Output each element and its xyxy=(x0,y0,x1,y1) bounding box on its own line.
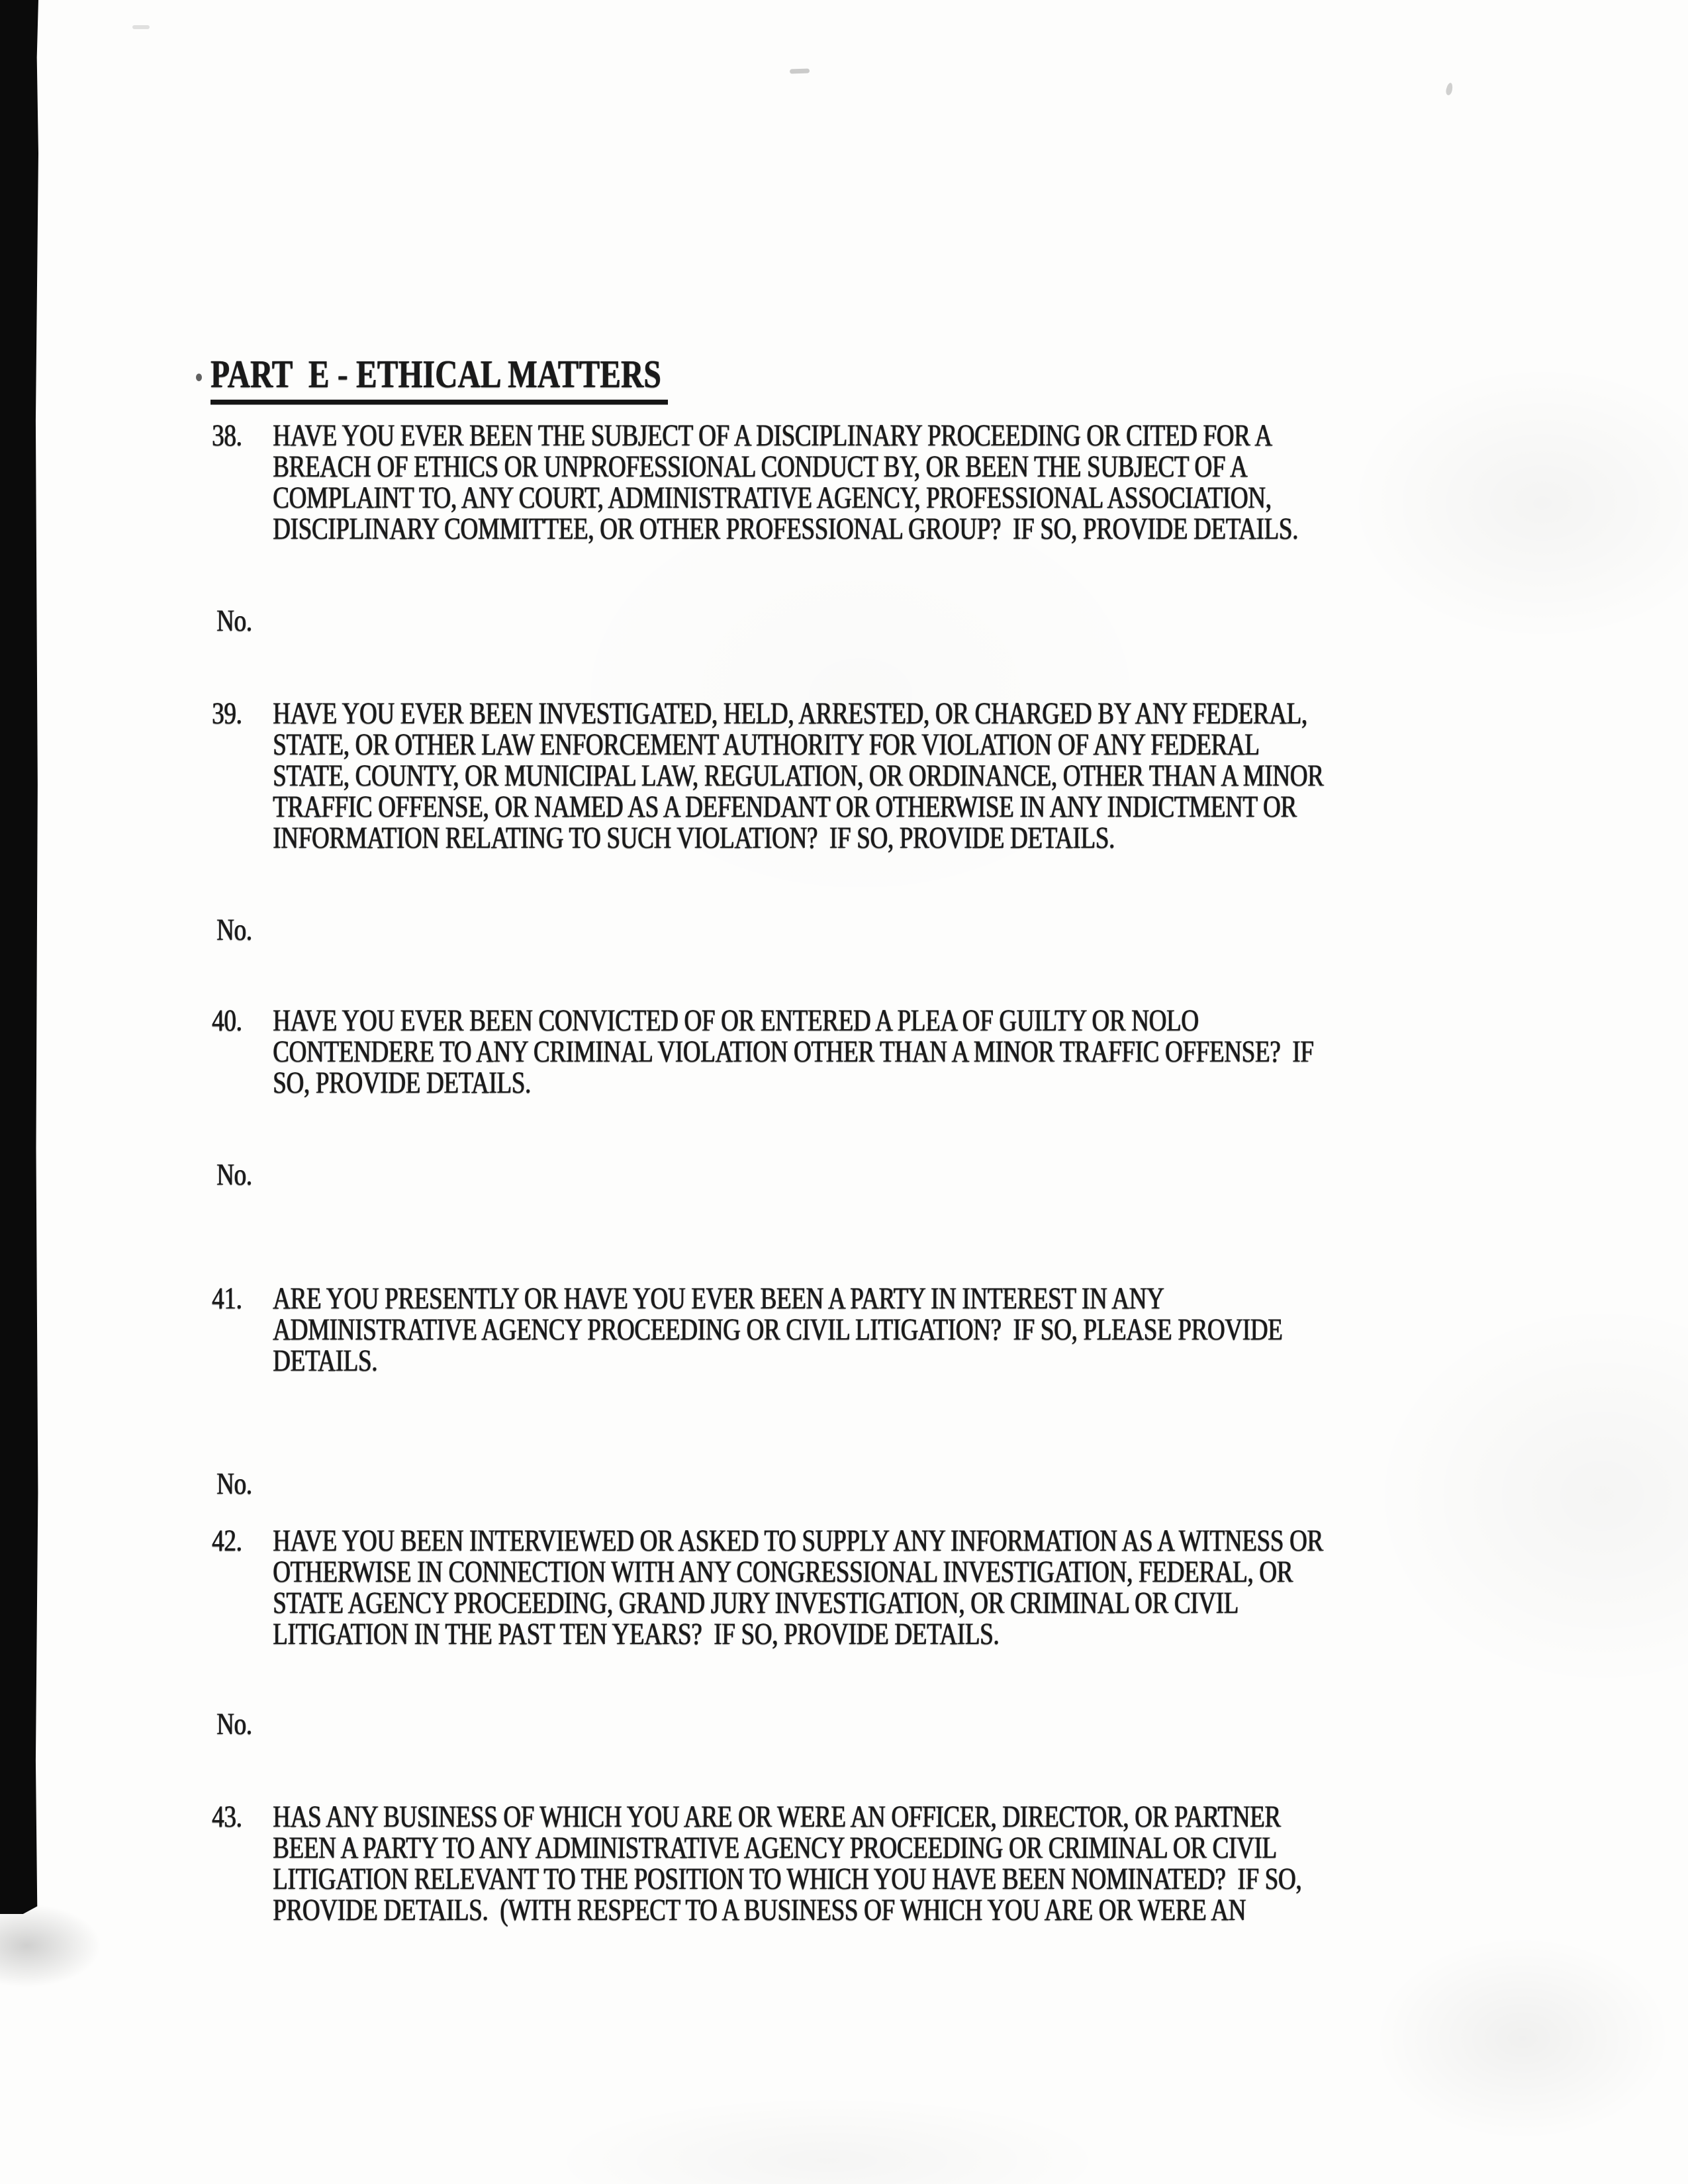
answer-no-38: No. xyxy=(216,604,252,639)
question-40 xyxy=(212,1005,1483,1099)
question-42 xyxy=(212,1525,1483,1650)
scanner-edge-artifact xyxy=(0,0,38,1914)
answer-no-41: No. xyxy=(216,1467,252,1502)
question-text xyxy=(273,1525,1483,1650)
answer-no-42: No. xyxy=(216,1707,252,1742)
question-text xyxy=(273,1005,1483,1099)
scan-smudge xyxy=(790,68,810,73)
question-line: ARE YOU PRESENTLY OR HAVE YOU EVER BEEN A PARTY IN INTEREST IN ANY xyxy=(273,1281,1164,1316)
question-line: STATE, OR OTHER LAW ENFORCEMENT AUTHORITY FOR VIOLATION OF ANY FEDERAL xyxy=(273,727,1260,762)
question-line: TRAFFIC OFFENSE, OR NAMED AS A DEFENDANT OR OTHERWISE IN ANY INDICTMENT OR xyxy=(273,790,1297,825)
question-39 xyxy=(212,698,1483,854)
question-38 xyxy=(212,420,1483,545)
question-line: HAVE YOU EVER BEEN THE SUBJECT OF A DISCIPLINARY PROCEEDING OR CITED FOR A xyxy=(273,418,1272,453)
scan-smudge xyxy=(1445,82,1454,95)
scan-dot-artifact xyxy=(196,373,202,381)
question-line: INFORMATION RELATING TO SUCH VIOLATION? IF SO, PROVIDE DETAILS. xyxy=(273,821,1115,856)
answer-no-40: No. xyxy=(216,1158,252,1193)
question-line: COMPLAINT TO, ANY COURT, ADMINISTRATIVE AGENCY, PROFESSIONAL ASSOCIATION, xyxy=(273,480,1272,516)
question-line: DETAILS. xyxy=(273,1343,378,1379)
question-43 xyxy=(212,1801,1483,1926)
question-line: OTHERWISE IN CONNECTION WITH ANY CONGRESSIONAL INVESTIGATION, FEDERAL, OR xyxy=(273,1555,1293,1590)
section-title-text: PART E - ETHICAL MATTERS xyxy=(211,353,668,404)
question-number: 43. xyxy=(212,1799,242,1835)
question-line: ADMINISTRATIVE AGENCY PROCEEDING OR CIVIL LITIGATION? IF SO, PLEASE PROVIDE xyxy=(273,1312,1283,1347)
section-title xyxy=(211,353,668,404)
question-text xyxy=(273,1283,1483,1377)
scan-smudge xyxy=(132,25,150,29)
question-line: LITIGATION RELEVANT TO THE POSITION TO WHICH YOU HAVE BEEN NOMINATED? IF SO, xyxy=(273,1862,1302,1897)
question-line: CONTENDERE TO ANY CRIMINAL VIOLATION OTHER THAN A MINOR TRAFFIC OFFENSE? IF xyxy=(273,1034,1314,1069)
question-number: 41. xyxy=(212,1281,242,1316)
question-text xyxy=(273,420,1483,545)
question-line: SO, PROVIDE DETAILS. xyxy=(273,1066,531,1101)
question-line: STATE AGENCY PROCEEDING, GRAND JURY INVESTIGATION, OR CRIMINAL OR CIVIL xyxy=(273,1586,1239,1621)
question-number: 40. xyxy=(212,1003,242,1038)
question-text xyxy=(273,1801,1483,1926)
answer-no-39: No. xyxy=(216,913,252,948)
question-line: BREACH OF ETHICS OR UNPROFESSIONAL CONDUCT BY, OR BEEN THE SUBJECT OF A xyxy=(273,449,1248,484)
question-line: HAVE YOU BEEN INTERVIEWED OR ASKED TO SUPPLY ANY INFORMATION AS A WITNESS OR xyxy=(273,1524,1323,1559)
question-line: BEEN A PARTY TO ANY ADMINISTRATIVE AGENCY PROCEEDING OR CRIMINAL OR CIVIL xyxy=(273,1831,1277,1866)
question-number: 38. xyxy=(212,418,242,453)
question-line: HAVE YOU EVER BEEN INVESTIGATED, HELD, ARRESTED, OR CHARGED BY ANY FEDERAL, xyxy=(273,696,1307,731)
question-text xyxy=(273,698,1483,854)
question-line: DISCIPLINARY COMMITTEE, OR OTHER PROFESSIONAL GROUP? IF SO, PROVIDE DETAILS. xyxy=(273,512,1298,547)
question-number: 39. xyxy=(212,696,242,731)
question-line: HAS ANY BUSINESS OF WHICH YOU ARE OR WERE AN OFFICER, DIRECTOR, OR PARTNER xyxy=(273,1799,1281,1835)
question-number: 42. xyxy=(212,1524,242,1559)
question-line: HAVE YOU EVER BEEN CONVICTED OF OR ENTERED A PLEA OF GUILTY OR NOLO xyxy=(273,1003,1199,1038)
question-line: LITIGATION IN THE PAST TEN YEARS? IF SO, PROVIDE DETAILS. xyxy=(273,1617,1000,1652)
question-line: STATE, COUNTY, OR MUNICIPAL LAW, REGULATION, OR ORDINANCE, OTHER THAN A MINOR xyxy=(273,758,1324,794)
question-41 xyxy=(212,1283,1483,1377)
question-line: PROVIDE DETAILS. (WITH RESPECT TO A BUSINESS OF WHICH YOU ARE OR WERE AN xyxy=(273,1893,1246,1928)
